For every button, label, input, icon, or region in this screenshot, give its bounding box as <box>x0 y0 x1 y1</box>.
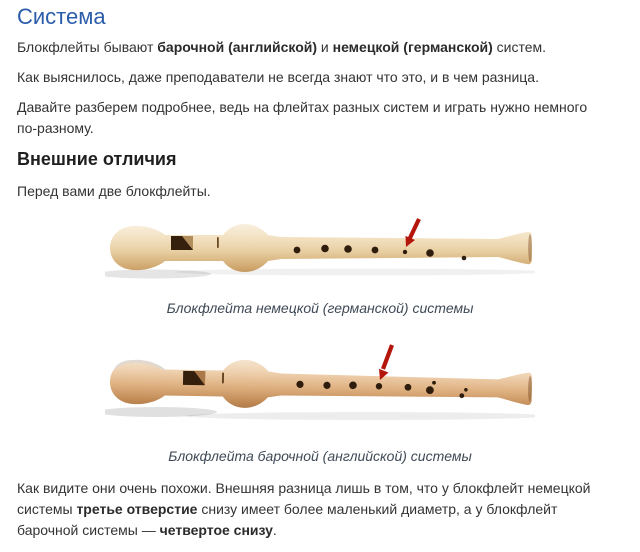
german-recorder-image <box>105 212 535 282</box>
bell-opening <box>528 234 532 262</box>
german-recorder-shadow <box>105 269 535 279</box>
page-title: Система <box>17 4 106 29</box>
p5-text-pre: Как видите они очень похожи. Внешняя разница лишь в том, что у блокфлейт немецкой системы <box>17 480 591 517</box>
german-recorder-body <box>110 224 532 272</box>
p5-text-mid: снизу имеет более маленький диаметр, а у блокфлейт барочной системы — <box>17 501 558 538</box>
intro-paragraph-2: Как выяснилось, даже преподаватели не всегда знают что это, и в чем разница. <box>17 69 539 85</box>
joint-mark <box>222 373 224 384</box>
intro-paragraph-3: Давайте разберем подробнее, ведь на флейтах разных систем и играть нужно немного по-разному. <box>17 99 588 136</box>
baroque-recorder-caption: Блокфлейта барочной (английской) системы <box>168 448 472 464</box>
german-small-hole <box>403 250 407 254</box>
german-recorder-figure <box>17 212 623 316</box>
intro-paragraph-1 <box>17 37 609 58</box>
p1-text-post: систем. <box>492 39 547 55</box>
baroque-recorder-body <box>110 358 533 413</box>
p5-bold-fourth-hole: четвертое снизу <box>159 522 273 538</box>
joint-mark <box>217 237 219 248</box>
p1-text-pre: Блокфлейты бывают <box>17 39 158 55</box>
p1-bold-german: немецкой (германской) <box>332 39 493 55</box>
red-arrow-annotation <box>379 345 392 380</box>
p1-text-mid: и <box>317 39 333 55</box>
labium-window <box>183 371 205 385</box>
p1-bold-baroque: барочной (английской) <box>157 39 318 55</box>
outro-paragraph <box>17 478 609 541</box>
section-heading: Внешние отличия <box>17 149 177 169</box>
p5-bold-third-hole: третье отверстие <box>76 501 198 517</box>
labium-window <box>171 236 193 250</box>
baroque-recorder-shadow <box>105 407 535 420</box>
figures-lead-paragraph: Перед вами две блокфлейты. <box>17 183 211 199</box>
german-recorder-caption: Блокфлейта немецкой (германской) системы <box>166 300 474 316</box>
baroque-recorder-figure <box>17 338 623 464</box>
article-content <box>0 4 640 541</box>
p5-text-post: . <box>272 522 277 538</box>
baroque-recorder-image <box>105 338 535 428</box>
